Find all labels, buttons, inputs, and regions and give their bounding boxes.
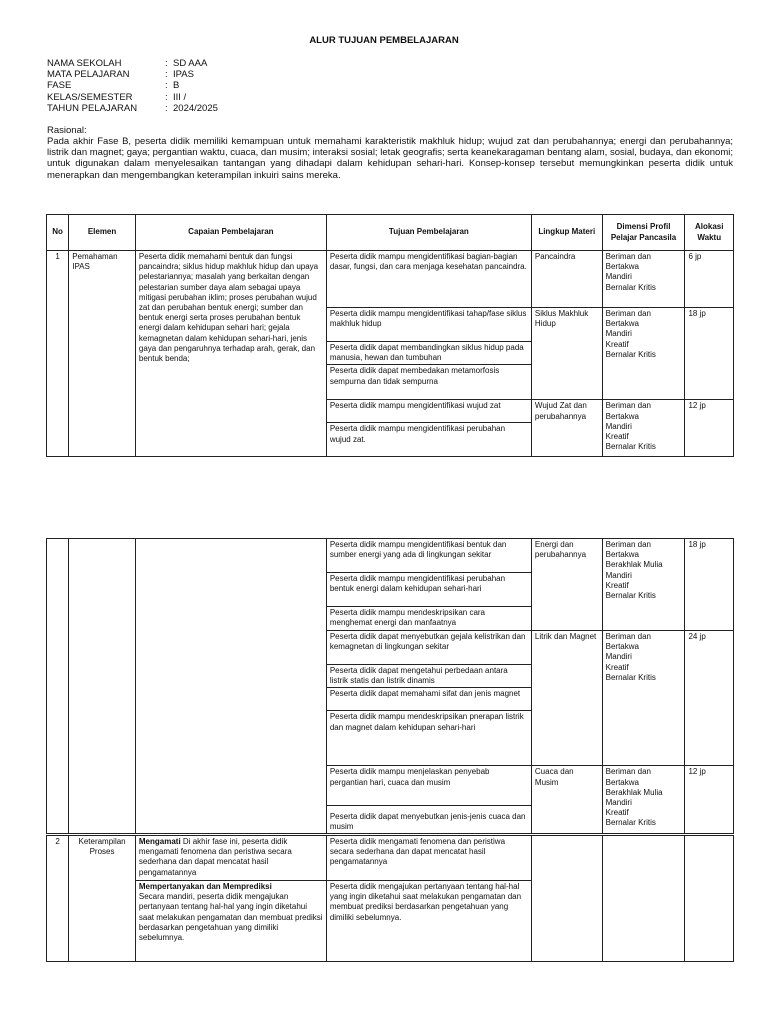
alokasi-cell	[685, 836, 734, 962]
tujuan-cell: Peserta didik dapat memahami sifat dan jenis magnet	[326, 688, 531, 711]
header-lingkup: Lingkup Materi	[531, 215, 602, 251]
lingkup-cell	[531, 836, 602, 962]
tujuan-cell: Peserta didik mampu mengidentifikasi perubahan wujud zat.	[326, 423, 531, 457]
capaian-cell: Peserta didik memahami bentuk dan fungsi pancaindra; siklus hidup makhluk hidup dan upaya pelestariannya; masalah yang berkaitan dengan pelestarian sumber daya alam sebagai upaya mitigasi perubahan iklim; proses perubahan wujud zat dan perubahan bentuk energi; sumber dan bentuk energi serta proses perubahan bentuk energi dalam kehidupan sehari hari; gejala kemagnetan dalam kehidupan sehari-hari, jenis gaya dan pengaruhnya terhadap arah, gerak, dan bentuk benda;	[135, 251, 326, 457]
lingkup-cell: Litrik dan Magnet	[531, 631, 602, 766]
tujuan-cell: Peserta didik mampu mengidentifikasi perubahan bentuk energi dalam kehidupan sehari-hari	[326, 573, 531, 607]
lingkup-cell: Wujud Zat dan perubahannya	[531, 400, 602, 457]
rasional-text: Pada akhir Fase B, peserta didik memiliki kemampuan untuk memahami karakteristik makhluk hidup; wujud zat dan perubahannya; energi dan perubahannya; listrik dan magnet; gaya; pergantian waktu, cuaca, dan musim; interaksi sosial; letak geografis; serta keanekaragaman bentang alam, sosial, budaya, dan ekonomi; untuk digunakan dalam menyelesaikan tantangan yang dihadapi dalam kehidupan sehari-hari. Konsep-konsep tersebut memungkinkan peserta didik untuk menerapkan dan mengembangkan keterampilan inkuiri sains mereka.	[47, 136, 733, 181]
capaian-cell	[135, 836, 326, 881]
capaian-heading: Mengamati	[138, 837, 181, 846]
tujuan-cell: Peserta didik dapat menyebutkan gejala kelistrikan dan kemagnetan di lingkungan sekitar	[326, 631, 531, 665]
lingkup-cell: Siklus Makhluk Hidup	[531, 308, 602, 400]
tujuan-cell: Peserta didik mampu mengidentifikasi tahap/fase siklus makhluk hidup	[326, 308, 531, 342]
table-header-row	[47, 215, 734, 251]
meta-label: TAHUN PELAJARAN	[47, 102, 138, 114]
tujuan-cell: Peserta didik mampu mendeskripsikan pnerapan listrik dan magnet dalam kehidupan sehari-hari	[326, 711, 531, 766]
tujuan-cell: Peserta didik mampu mengidentifikasi wujud zat	[326, 400, 531, 423]
meta-row	[47, 92, 218, 103]
table-row	[47, 251, 734, 308]
meta-separator: :	[165, 102, 168, 114]
meta-separator: :	[165, 91, 168, 103]
page-title: ALUR TUJUAN PEMBELAJARAN	[309, 35, 459, 46]
dimensi-cell	[602, 836, 685, 962]
alokasi-cell: 12 jp	[685, 400, 734, 457]
alokasi-cell: 18 jp	[685, 539, 734, 631]
alokasi-cell: 6 jp	[685, 251, 734, 308]
table-row	[47, 539, 734, 573]
meta-value: IPAS	[173, 69, 194, 81]
alokasi-cell: 24 jp	[685, 631, 734, 766]
tujuan-cell: Peserta didik dapat membedakan metamorfosis sempurna dan tidak sempurna	[326, 365, 531, 400]
learning-objectives-table-continued	[46, 538, 734, 834]
meta-label: MATA PELAJARAN	[47, 69, 130, 81]
capaian-cell	[135, 539, 326, 834]
row-number: 1	[47, 251, 69, 457]
table-row	[47, 836, 734, 881]
learning-objectives-table	[46, 214, 734, 457]
capaian-heading: Mempertanyakan dan Memprediksi	[138, 882, 272, 891]
meta-row	[47, 103, 218, 114]
meta-separator: :	[165, 58, 168, 69]
tujuan-cell: Peserta didik mampu mengidentifikasi bagian-bagian dasar, fungsi, dan cara menjaga kesehatan pancaindra.	[326, 251, 531, 308]
meta-label: FASE	[47, 80, 72, 92]
meta-value: SD AAA	[173, 58, 208, 69]
tujuan-cell: Peserta didik dapat mengetahui perbedaan antara listrik statis dan listrik dinamis	[326, 665, 531, 688]
row-number	[47, 539, 69, 834]
meta-separator: :	[165, 80, 168, 92]
rasional-label: Rasional:	[47, 125, 87, 136]
meta-value: B	[173, 80, 180, 92]
tujuan-cell: Peserta didik mengajukan pertanyaan tentang hal-hal yang ingin diketahui saat melakukan pengamatan dan membuat prediksi berdasarkan pengetahuan yang dimiliki sebelumnya.	[326, 881, 531, 962]
capaian-cell	[135, 881, 326, 962]
tujuan-cell: Peserta didik mampu mengidentifikasi bentuk dan sumber energi yang ada di lingkungan sekitar	[326, 539, 531, 573]
dimensi-cell: Beriman dan Bertakwa Mandiri Kreatif Bernalar Kritis	[602, 308, 685, 400]
meta-label: KELAS/SEMESTER	[47, 91, 133, 103]
lingkup-cell: Energi dan perubahannya	[531, 539, 602, 631]
lingkup-cell: Cuaca dan Musim	[531, 766, 602, 834]
dimensi-cell: Beriman dan Bertakwa Berakhlak Mulia Mandiri Kreatif Bernalar Kritis	[602, 539, 685, 631]
meta-row	[47, 58, 218, 69]
header-elemen: Elemen	[69, 215, 136, 251]
header-alokasi: Alokasi Waktu	[685, 215, 734, 251]
header-dimensi: Dimensi Profil Pelajar Pancasila	[602, 215, 685, 251]
capaian-text: Di akhir fase ini, peserta didik mengamati fenomena dan peristiwa secara sederhana dan dapat mencatat hasil pengamatannya	[138, 837, 292, 877]
header-no: No	[47, 215, 69, 251]
alokasi-cell: 12 jp	[685, 766, 734, 834]
meta-label: NAMA SEKOLAH	[47, 58, 122, 69]
alokasi-cell: 18 jp	[685, 308, 734, 400]
school-info	[47, 58, 218, 114]
header-capaian: Capaian Pembelajaran	[135, 215, 326, 251]
header-tujuan: Tujuan Pembelajaran	[326, 215, 531, 251]
lingkup-cell: Pancaindra	[531, 251, 602, 308]
meta-separator: :	[165, 69, 168, 81]
dimensi-cell: Beriman dan Bertakwa Mandiri Kreatif Bernalar Kritis	[602, 400, 685, 457]
meta-value: III /	[173, 91, 187, 103]
row-number: 2	[47, 836, 69, 962]
tujuan-cell: Peserta didik mampu mendeskripsikan cara menghemat energi dan manfaatnya	[326, 607, 531, 631]
elemen-cell	[69, 539, 136, 834]
tujuan-cell: Peserta didik dapat menyebutkan jenis-jenis cuaca dan musim	[326, 806, 531, 834]
elemen-cell: Keterampilan Proses	[69, 836, 136, 962]
learning-objectives-table-row2	[46, 835, 734, 962]
capaian-text: Secara mandiri, peserta didik mengajukan pertanyaan tentang hal-hal yang ingin diketahui saat melakukan pengamatan dan membuat prediksi berdasarkan pengetahuan yang dimiliki sebelumnya.	[138, 892, 323, 943]
tujuan-cell: Peserta didik mampu menjelaskan penyebab pergantian hari, cuaca dan musim	[326, 766, 531, 806]
dimensi-cell: Beriman dan Bertakwa Mandiri Bernalar Kritis	[602, 251, 685, 308]
elemen-cell: Pemahaman IPAS	[69, 251, 136, 457]
meta-row	[47, 69, 218, 80]
dimensi-cell: Beriman dan Bertakwa Mandiri Kreatif Bernalar Kritis	[602, 631, 685, 766]
tujuan-cell: Peserta didik dapat membandingkan siklus hidup pada manusia, hewan dan tumbuhan	[326, 342, 531, 365]
tujuan-cell: Peserta didik mengamati fenomena dan peristiwa secara sederhana dan dapat mencatat hasil pengamatannya	[326, 836, 531, 881]
meta-row	[47, 80, 218, 91]
meta-value: 2024/2025	[173, 102, 218, 114]
dimensi-cell: Beriman dan Bertakwa Berakhlak Mulia Mandiri Kreatif Bernalar Kritis	[602, 766, 685, 834]
